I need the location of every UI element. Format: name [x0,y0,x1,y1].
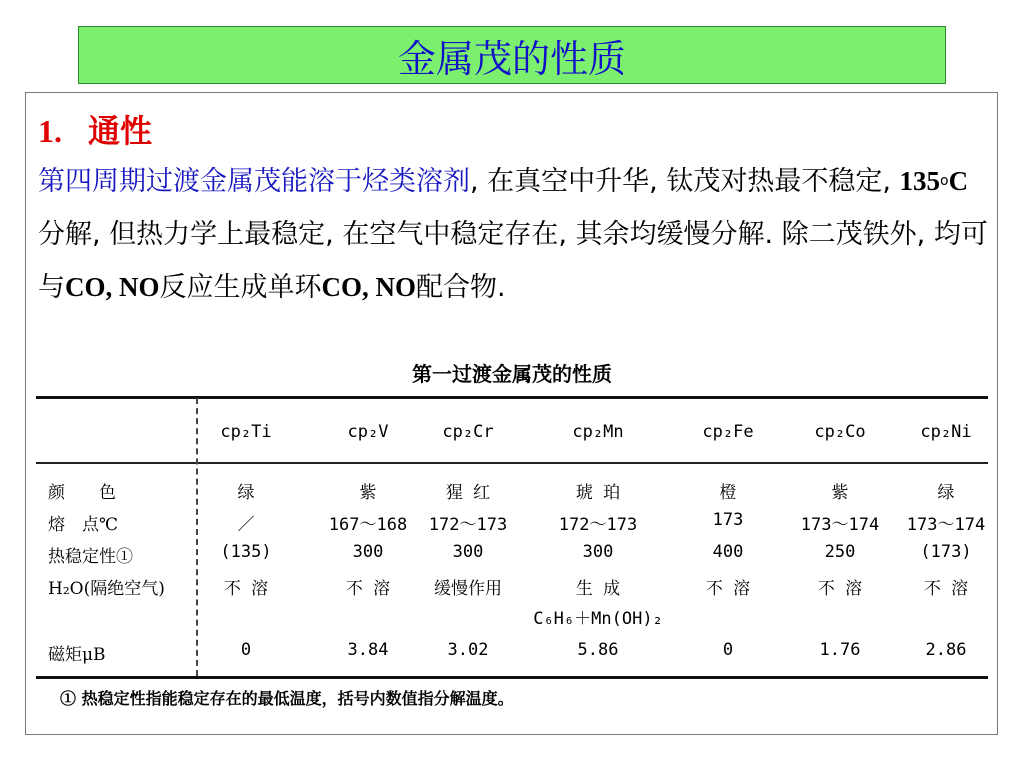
page-title: 金属茂的性质 [397,36,626,81]
table-cell: 猩 红 [445,483,491,503]
column-header: cp₂V [347,422,389,442]
row-label: 熔 点℃ [48,515,119,535]
table-cell: 琥 珀 [575,483,621,503]
temperature-value: 135 [899,166,940,196]
table-cell: 橙 [719,483,737,503]
table-cell: ／ [237,515,255,535]
paragraph-text-3: 反应生成单环 [159,272,322,303]
column-header: cp₂Co [814,422,866,442]
table-bottom-rule [36,676,988,679]
paragraph-text-4: 配合物. [416,272,506,303]
table-caption: 第一过渡金属茂的性质 [412,362,612,386]
section-label: 通性 [88,112,153,150]
column-header: cp₂Mn [572,422,624,442]
table-cell: 300 [352,542,384,562]
ligands-1: CO, NO [65,272,160,302]
row-label: H₂O(隔绝空气) [48,579,165,599]
row-label: 热稳定性① [48,547,133,567]
highlighted-text: 第四周期过渡金属茂能溶于烃类溶剂 [38,166,470,197]
table-footnote: ① 热稳定性指能稳定存在的最低温度，括号内数值指分解温度。 [60,689,514,708]
table-cell: 绿 [937,483,955,503]
paragraph-text-2: 分解, 但热力学上最稳定, 在空气中稳定存在, 其余均缓慢分解. 除二茂铁外, 均可与 [38,219,988,303]
column-header: cp₂Fe [702,422,754,442]
table-cell: 缓慢作用 [434,579,502,599]
table-cell: 生 成 [575,579,621,599]
table-cell: 不 溶 [345,579,391,599]
table-cell: 紫 [359,483,377,503]
row-label: 颜 色 [48,483,116,503]
table-cell: (173) [920,542,972,562]
table-cell: 1.76 [819,640,861,660]
properties-table [36,390,988,682]
title-bar [78,26,946,84]
table-cell: 3.02 [447,640,489,660]
table-cell: 不 溶 [705,579,751,599]
table-cell: 300 [452,542,484,562]
temperature-unit: C [948,166,969,196]
section-number: 1. [38,113,62,149]
table-cell: 400 [712,542,744,562]
table-column-divider [196,398,198,676]
column-header: cp₂Ni [920,422,972,442]
table-cell: 250 [824,542,856,562]
table-cell: 5.86 [577,640,619,660]
table-cell: 167～168 [328,515,408,535]
table-cell: 不 溶 [223,579,269,599]
table-cell: 绿 [237,483,255,503]
table-cell: 0 [240,640,252,660]
table-cell: 2.86 [925,640,967,660]
table-cell: 173～174 [800,515,880,535]
table-header-rule [36,462,988,464]
table-cell: 173～174 [906,515,986,535]
section-heading [38,106,152,152]
table-cell: 300 [582,542,614,562]
paragraph-text-1: , 在真空中升华, 钛茂对热最不稳定, [470,166,900,197]
row-label: 磁矩μB [48,645,106,665]
table-cell: 不 溶 [817,579,863,599]
table-cell: 172～173 [558,515,638,535]
table-cell: 不 溶 [923,579,969,599]
table-top-rule [36,396,988,399]
column-header: cp₂Cr [442,422,494,442]
table-cell: 172～173 [428,515,508,535]
table-cell: (135) [220,542,272,562]
table-cell: C₆H₆＋Mn(OH)₂ [533,609,663,629]
ligands-2: CO, NO [321,272,416,302]
body-paragraph [38,155,988,314]
column-header: cp₂Ti [220,422,272,442]
table-cell: 0 [722,640,734,660]
table-cell: 3.84 [347,640,389,660]
degree-sup: o [940,173,949,189]
table-cell: 173 [712,510,744,530]
table-cell: 紫 [831,483,849,503]
